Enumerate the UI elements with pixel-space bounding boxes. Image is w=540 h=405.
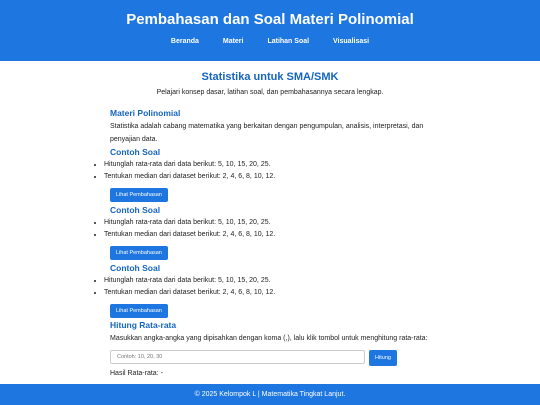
calculator-instruction: Masukkan angka-angka yang dipisahkan dengan koma (,), lalu klik tombol untuk menghitung rata-rata:	[110, 335, 428, 342]
example-title: Contoh Soal	[110, 205, 161, 215]
list-item: • Tentukan median dari dataset berikut: 2, 4, 6, 8, 10, 12.	[104, 287, 430, 299]
site-footer	[0, 384, 540, 405]
example-list	[104, 275, 430, 299]
list-item: • Hitunglah rata-rata dari data berikut: 5, 10, 15, 20, 25.	[104, 217, 430, 229]
example-block	[104, 147, 430, 202]
example-title: Contoh Soal	[110, 263, 161, 273]
example-list	[104, 159, 430, 183]
nav-link-materi[interactable]: Materi	[222, 38, 244, 45]
materi-title: Materi Polinomial	[110, 108, 181, 118]
nav-link-beranda[interactable]: Beranda	[170, 38, 199, 45]
list-item: • Hitunglah rata-rata dari data berikut: 5, 10, 15, 20, 25.	[104, 159, 430, 171]
nav-link-latihan-soal[interactable]: Latihan Soal	[267, 38, 310, 45]
calculator-title: Hitung Rata-rata	[110, 320, 177, 330]
footer-text: © 2025 Kelompok L | Matematika Tingkat Lanjut.	[194, 391, 346, 398]
calculator-section	[110, 320, 430, 380]
site-title: Pembahasan dan Soal Materi Polinomial	[126, 11, 414, 28]
main-nav	[0, 38, 540, 45]
calculator-input-row	[110, 350, 430, 366]
content-column	[104, 108, 430, 380]
example-list	[104, 217, 430, 241]
example-title: Contoh Soal	[110, 147, 161, 157]
calculate-button[interactable]: Hitung	[369, 350, 397, 366]
example-block	[104, 205, 430, 260]
list-item: • Tentukan median dari dataset berikut: 2, 4, 6, 8, 10, 12.	[104, 171, 430, 183]
nav-link-visualisasi[interactable]: Visualisasi	[333, 38, 370, 45]
page-subtitle: Pelajari konsep dasar, latihan soal, dan pembahasannya secara lengkap.	[156, 89, 384, 96]
numbers-input[interactable]	[110, 350, 365, 364]
list-item: • Hitunglah rata-rata dari data berikut: 5, 10, 15, 20, 25.	[104, 275, 430, 287]
view-solution-button[interactable]: Lihat Pembahasan	[110, 304, 168, 318]
view-solution-button[interactable]: Lihat Pembahasan	[110, 188, 168, 202]
result-text: Hasil Rata-rata: -	[110, 370, 163, 377]
list-item: • Tentukan median dari dataset berikut: 2, 4, 6, 8, 10, 12.	[104, 229, 430, 241]
page-title: Statistika untuk SMA/SMK	[201, 71, 339, 83]
view-solution-button[interactable]: Lihat Pembahasan	[110, 246, 168, 260]
materi-text: Statistika adalah cabang matematika yang berkaitan dengan pengumpulan, analisis, interpretasi, dan penyajian data.	[110, 123, 424, 143]
site-header	[0, 0, 540, 61]
example-block	[104, 263, 430, 318]
main-content	[0, 61, 540, 384]
